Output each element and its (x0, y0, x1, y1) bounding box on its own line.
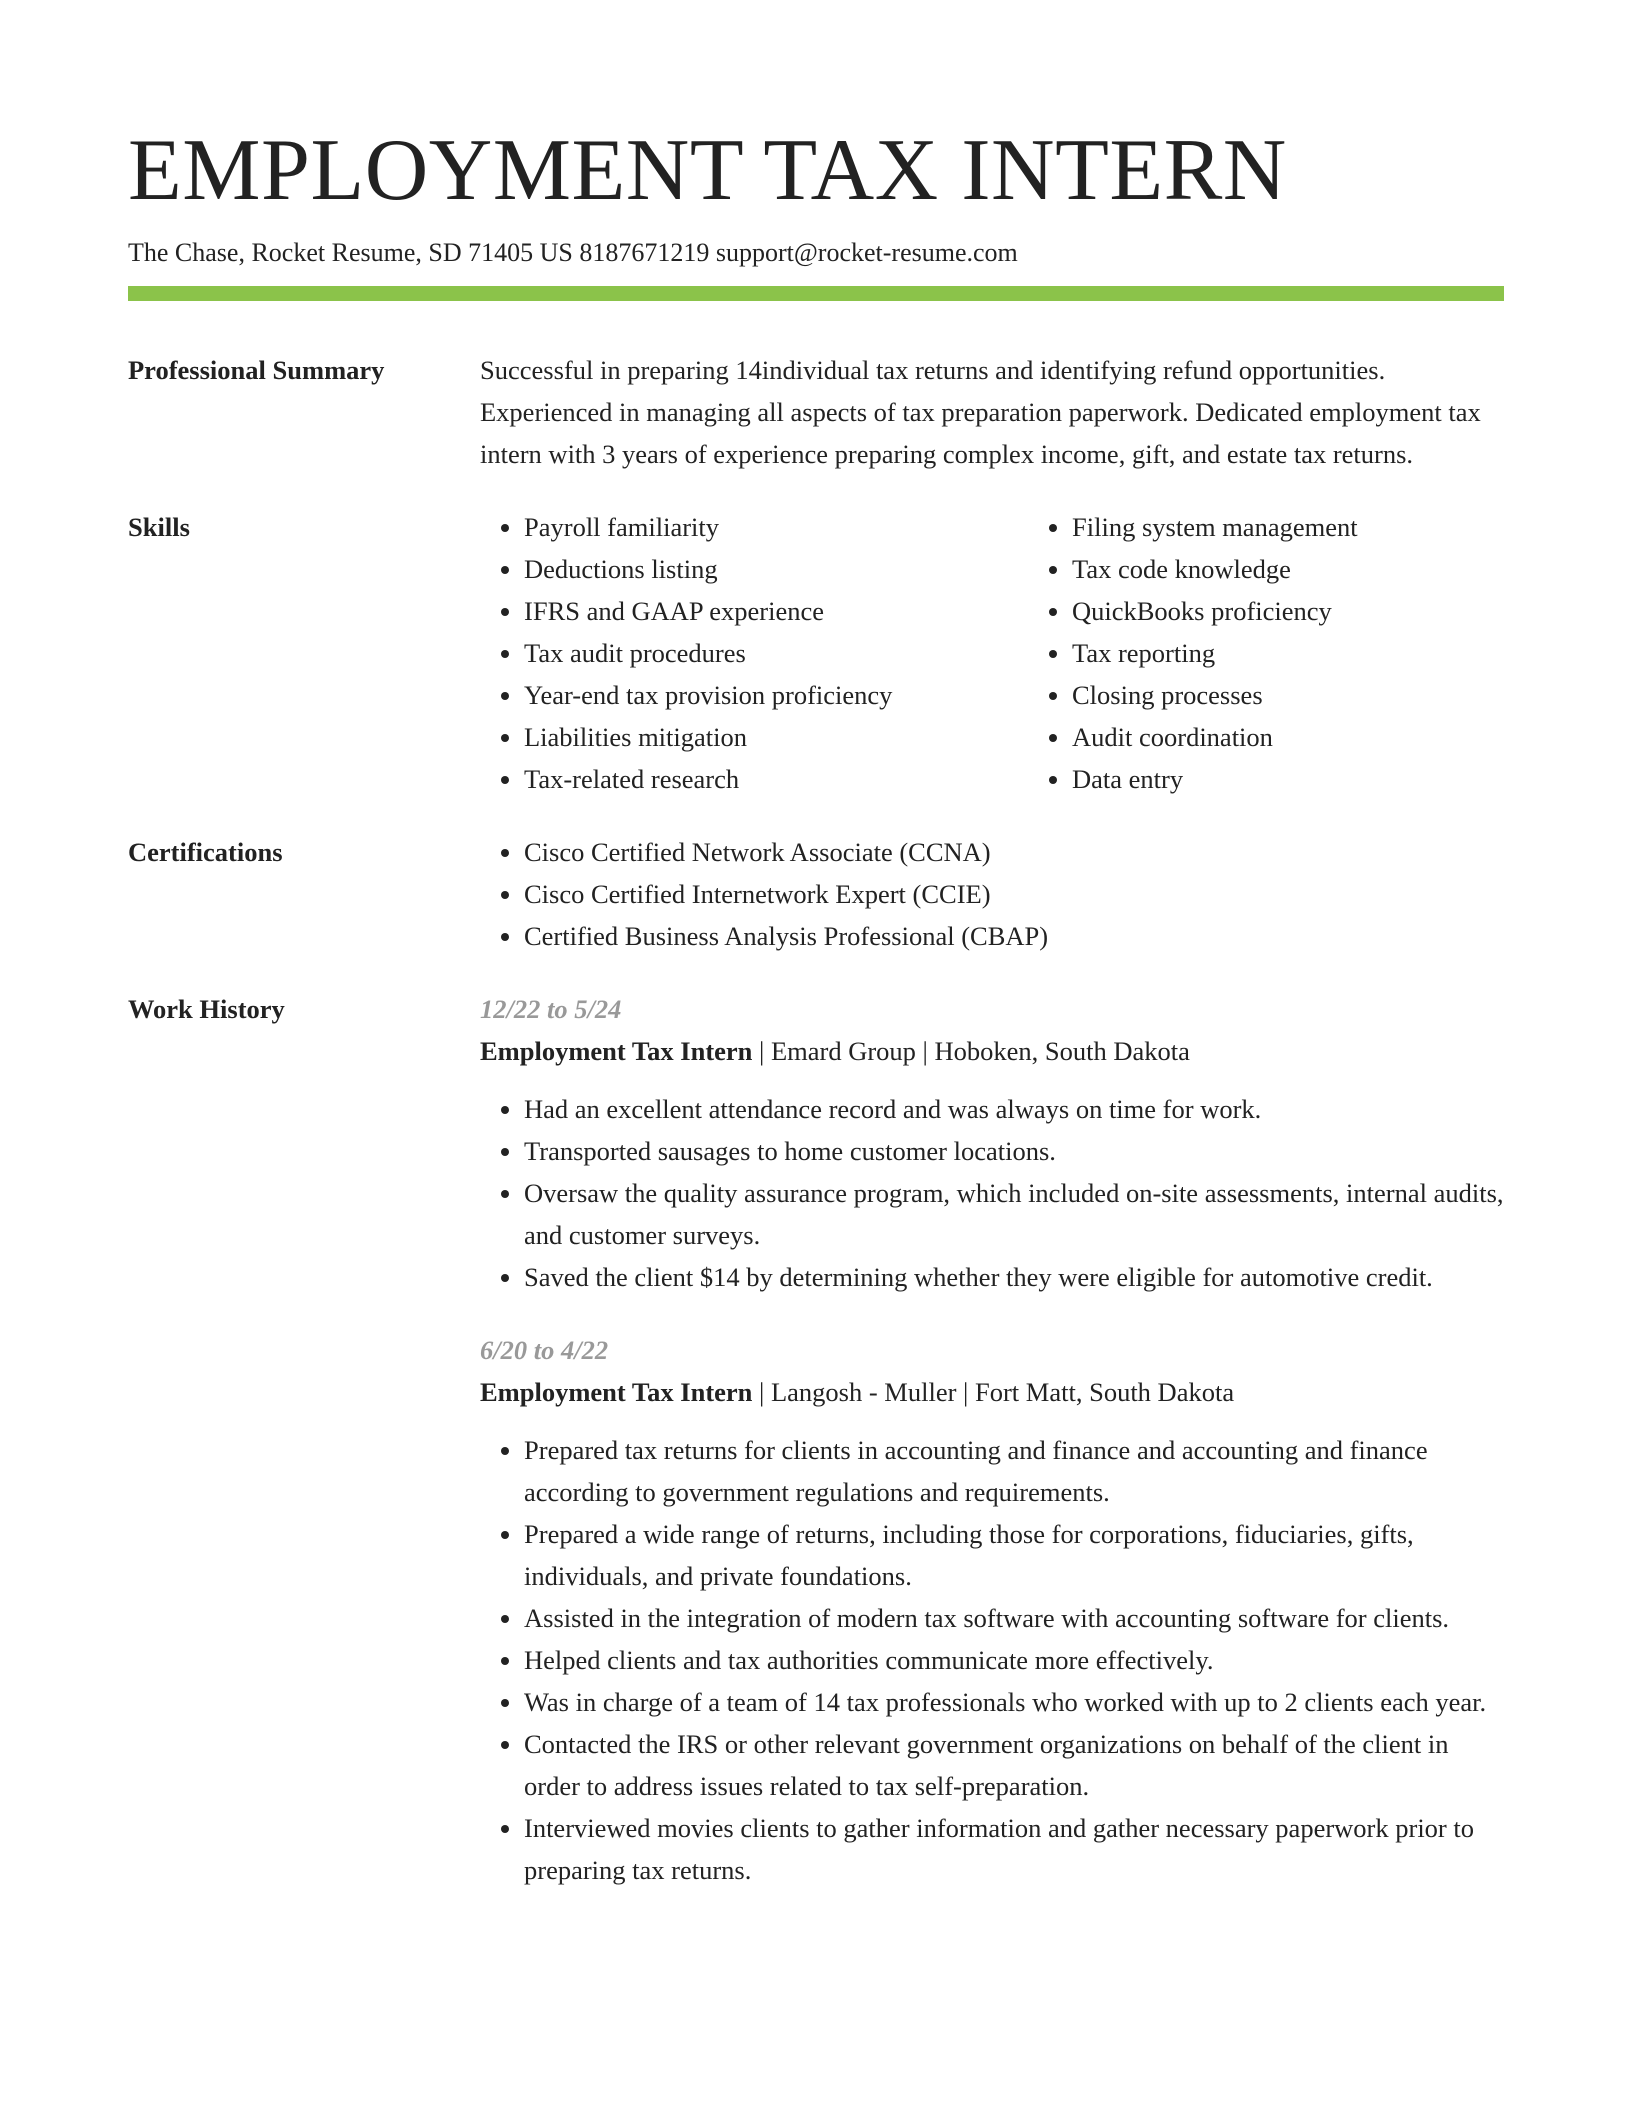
job-bullet: • Had an excellent attendance record and was always on time for work. (524, 1088, 1504, 1130)
job-bullet: • Saved the client $14 by determining whether they were eligible for automotive credit. (524, 1256, 1504, 1298)
accent-divider (128, 286, 1504, 301)
job-bullet: • Prepared a wide range of returns, including those for corporations, fiduciaries, gifts, individuals, and private foundations. (524, 1513, 1504, 1597)
section-title-work-history: Work History (128, 994, 285, 1024)
job-details: | Langosh - Muller | Fort Matt, South Dakota (752, 1377, 1235, 1407)
skill-item: • Tax code knowledge (1072, 548, 1576, 590)
skill-item: • Closing processes (1072, 674, 1576, 716)
skill-item: • Tax-related research (524, 758, 1028, 800)
job-bullets (480, 1088, 1504, 1298)
job-title: Employment Tax Intern (480, 1036, 753, 1066)
skill-item: • Tax audit procedures (524, 632, 1028, 674)
job-dates: 12/22 to 5/24 (480, 994, 622, 1024)
summary-section (128, 349, 1504, 475)
work-history-section (128, 988, 1504, 1891)
certifications-list (480, 831, 1504, 957)
certification-item: • Certified Business Analysis Professional (CBAP) (524, 915, 1504, 957)
job-bullet: • Prepared tax returns for clients in accounting and finance and accounting and finance according to government regulations and requirements. (524, 1429, 1504, 1513)
job-bullet: • Assisted in the integration of modern tax software with accounting software for clients. (524, 1597, 1504, 1639)
job-bullet: • Oversaw the quality assurance program, which included on-site assessments, internal audits, and customer surveys. (524, 1172, 1504, 1256)
certification-item: • Cisco Certified Internetwork Expert (CCIE) (524, 873, 1504, 915)
skills-list-right (1028, 506, 1576, 800)
summary-text: Successful in preparing 14individual tax returns and identifying refund opportunities. Experienced in managing all aspects of tax preparation paperwork. Dedicated employment tax intern with 3 years of experience preparing complex income, gift, and estate tax returns. (480, 355, 1481, 469)
job-entry (480, 988, 1504, 1298)
skills-list-left (480, 506, 1028, 800)
job-entry (480, 1329, 1504, 1891)
job-details: | Emard Group | Hoboken, South Dakota (752, 1036, 1190, 1066)
section-title-certifications: Certifications (128, 837, 283, 867)
skill-item: • IFRS and GAAP experience (524, 590, 1028, 632)
candidate-name: EMPLOYMENT TAX INTERN (128, 122, 1287, 219)
skill-item: • Data entry (1072, 758, 1576, 800)
job-heading (480, 1030, 1504, 1072)
job-bullet: • Was in charge of a team of 14 tax professionals who worked with up to 2 clients each year. (524, 1681, 1504, 1723)
skill-item: • Liabilities mitigation (524, 716, 1028, 758)
skills-section (128, 506, 1504, 800)
skill-item: • Deductions listing (524, 548, 1028, 590)
certifications-body (480, 831, 1504, 957)
work-history-body (480, 988, 1504, 1891)
skills-body (480, 506, 1576, 800)
job-bullet: • Transported sausages to home customer locations. (524, 1130, 1504, 1172)
job-bullet: • Helped clients and tax authorities communicate more effectively. (524, 1639, 1504, 1681)
skill-item: • Tax reporting (1072, 632, 1576, 674)
job-bullet: • Interviewed movies clients to gather information and gather necessary paperwork prior to preparing tax returns. (524, 1807, 1504, 1891)
certifications-section (128, 831, 1504, 957)
skill-item: • Payroll familiarity (524, 506, 1028, 548)
skill-item: • Filing system management (1072, 506, 1576, 548)
resume-header (128, 118, 1504, 270)
section-title-skills: Skills (128, 512, 190, 542)
job-title: Employment Tax Intern (480, 1377, 753, 1407)
skill-item: • Audit coordination (1072, 716, 1576, 758)
certification-item: • Cisco Certified Network Associate (CCNA) (524, 831, 1504, 873)
section-title-summary: Professional Summary (128, 355, 385, 385)
resume-content (128, 349, 1504, 1891)
job-dates: 6/20 to 4/22 (480, 1335, 609, 1365)
job-bullet: • Contacted the IRS or other relevant government organizations on behalf of the client in order to address issues related to tax self-preparation. (524, 1723, 1504, 1807)
job-bullets (480, 1429, 1504, 1891)
contact-line: The Chase, Rocket Resume, SD 71405 US 8187671219 support@rocket-resume.com (128, 238, 1018, 267)
summary-body (480, 349, 1504, 475)
skill-item: • QuickBooks proficiency (1072, 590, 1576, 632)
skill-item: • Year-end tax provision proficiency (524, 674, 1028, 716)
job-heading (480, 1371, 1504, 1413)
